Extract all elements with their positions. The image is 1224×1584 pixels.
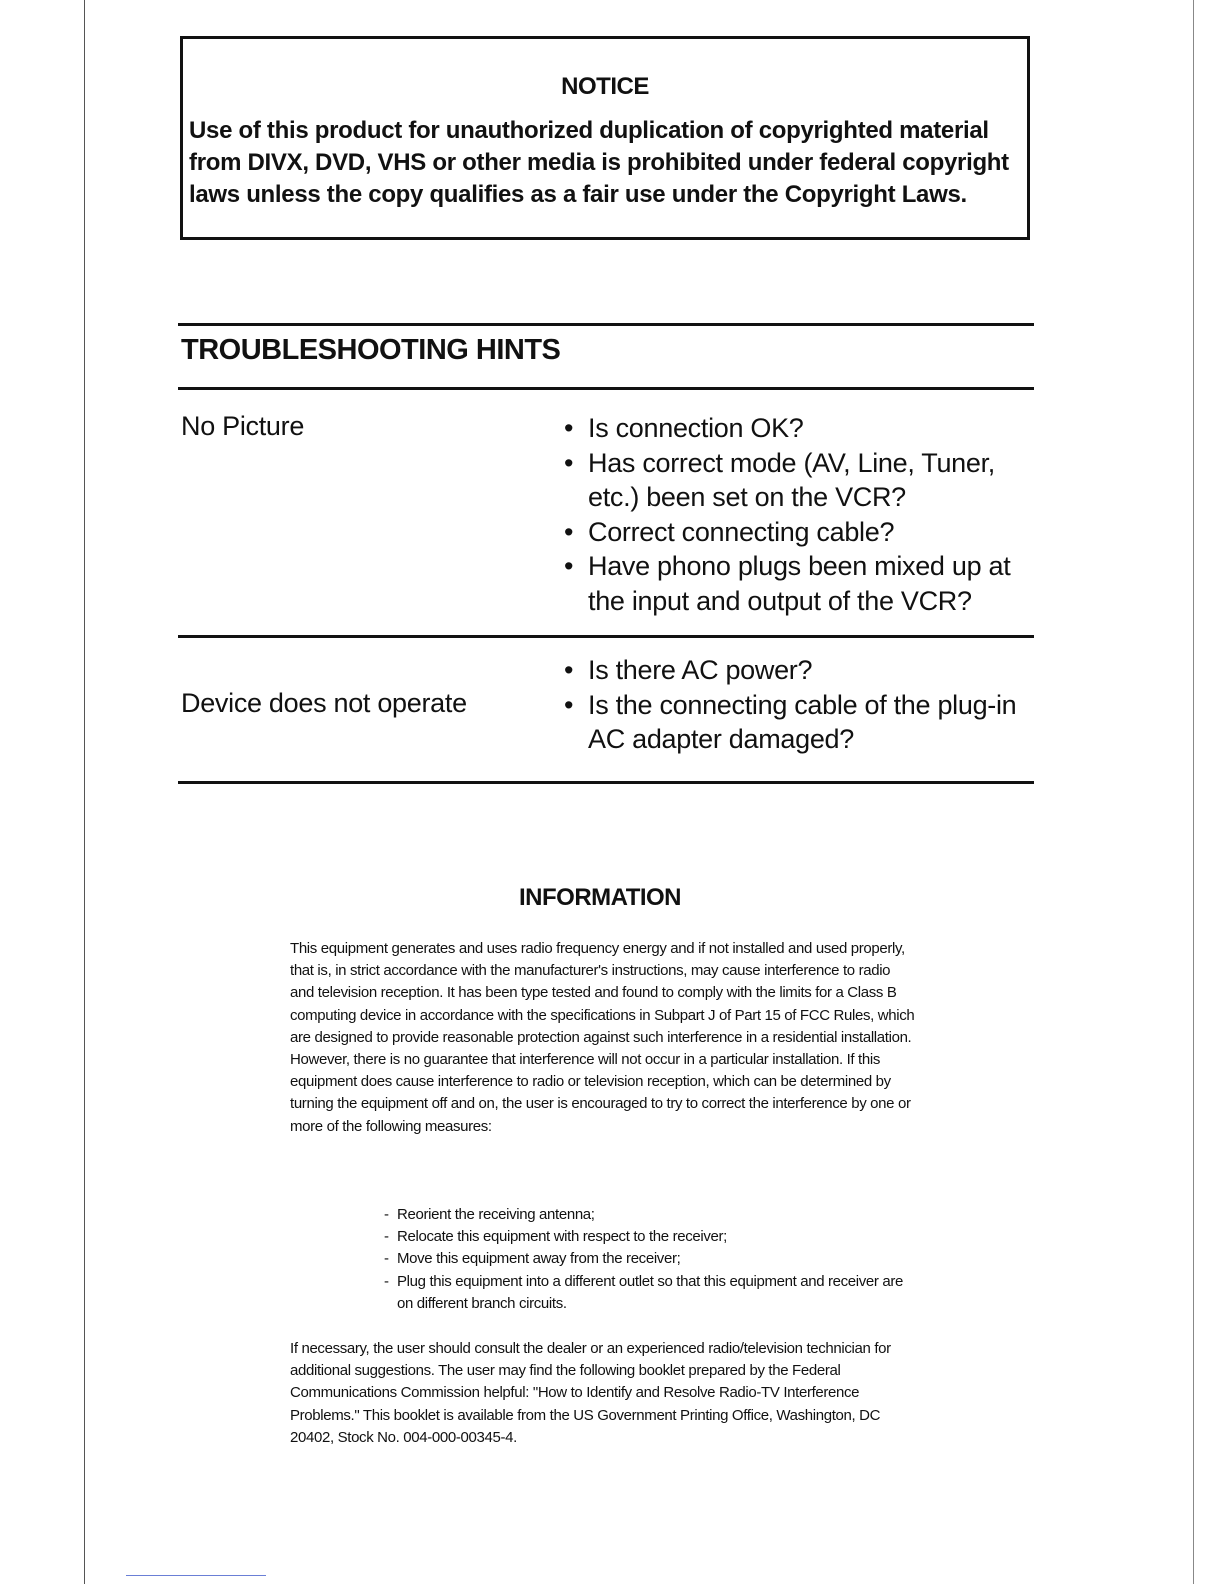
hint-item	[564, 549, 1034, 618]
hint-text: Is there AC power?	[588, 655, 813, 685]
hint-text: Is connection OK?	[588, 413, 804, 443]
measure-text: Plug this equipment into a different outlet so that this equipment and receiver are on different branch circuits.	[397, 1272, 903, 1312]
hint-text: Correct connecting cable?	[588, 516, 895, 547]
dash-marker: -	[384, 1228, 389, 1246]
interference-measures-list	[384, 1204, 904, 1315]
page-border-left	[84, 0, 85, 1584]
measure-text: Move this equipment away from the receiver;	[397, 1250, 681, 1268]
hint-item	[564, 688, 1034, 757]
hint-item	[564, 446, 1034, 515]
troubleshooting-title: TROUBLESHOOTING HINTS	[181, 334, 561, 366]
bullet-icon: •	[564, 551, 574, 581]
page-border-right	[1193, 0, 1194, 1584]
measure-text: Relocate this equipment with respect to the receiver;	[397, 1228, 727, 1246]
hint-text: Is the connecting cable of the plug-in AC adapter damaged?	[588, 689, 1017, 754]
bullet-icon: •	[564, 655, 574, 685]
information-title: INFORMATION	[518, 884, 682, 911]
notice-body: Use of this product for unauthorized duplication of copyrighted material from DIVX, DVD, VHS or other media is prohibited under federal copyright laws unless the copy qualifies as a fair use under the Copyright Laws.	[189, 117, 1009, 208]
dash-marker: -	[384, 1250, 389, 1268]
device-not-operate-label: Device does not operate	[181, 688, 467, 718]
hint-text: Has correct mode (AV, Line, Tuner, etc.) been set on the VCR?	[588, 447, 996, 512]
bullet-icon: •	[564, 689, 574, 720]
notice-box	[180, 36, 1030, 240]
measure-item	[384, 1226, 904, 1248]
information-paragraph-2: If necessary, the user should consult the dealer or an experienced radio/television technician for additional suggestions. The user may find the following booklet prepared by the Federal Communications Commission helpful: "How to Identify and Resolve Radio-TV Interference Problems." This booklet is available from the US Government Printing Office, Washington, DC 20402, Stock No. 004-000-00345-4.	[290, 1340, 891, 1446]
notice-title: NOTICE	[561, 73, 649, 100]
hint-text: Have phono plugs been mixed up at the input and output of the VCR?	[588, 551, 1011, 616]
bottom-link-underline	[126, 1575, 266, 1576]
hint-item	[564, 515, 1034, 550]
no-picture-label: No Picture	[181, 411, 305, 441]
hint-item	[564, 653, 1034, 688]
troubleshooting-row-divider	[178, 635, 1034, 638]
measure-text: Reorient the receiving antenna;	[397, 1206, 595, 1223]
measure-item	[384, 1204, 904, 1226]
dash-marker: -	[384, 1272, 389, 1290]
measure-item	[384, 1271, 904, 1315]
dash-marker: -	[384, 1206, 389, 1223]
troubleshooting-top-rule	[178, 323, 1034, 326]
hint-item	[564, 411, 1034, 446]
device-not-operate-hints	[564, 653, 1034, 757]
troubleshooting-bottom-rule	[178, 781, 1034, 784]
troubleshooting-header-rule	[178, 387, 1034, 390]
bullet-icon: •	[564, 413, 574, 443]
information-paragraph-1: This equipment generates and uses radio frequency energy and if not installed and used properly, that is, in strict accordance with the manufacturer's instructions, may cause interference to radio and television reception. It has been type tested and found to comply with the limits for a Class B computing device in accordance with the specifications in Subpart J of Part 15 of FCC Rules, which are designed to provide reasonable protection against such interference in a residential installation. However, there is no guarantee that interference will not occur in a particular installation. If this equipment does cause interference to radio or television reception, which can be determined by turning the equipment off and on, the user is encouraged to try to correct the interference by one or more of the following measures:	[290, 940, 915, 1135]
bullet-icon: •	[564, 447, 574, 478]
no-picture-hints	[564, 411, 1034, 618]
measure-item	[384, 1248, 904, 1270]
bullet-icon: •	[564, 516, 574, 547]
